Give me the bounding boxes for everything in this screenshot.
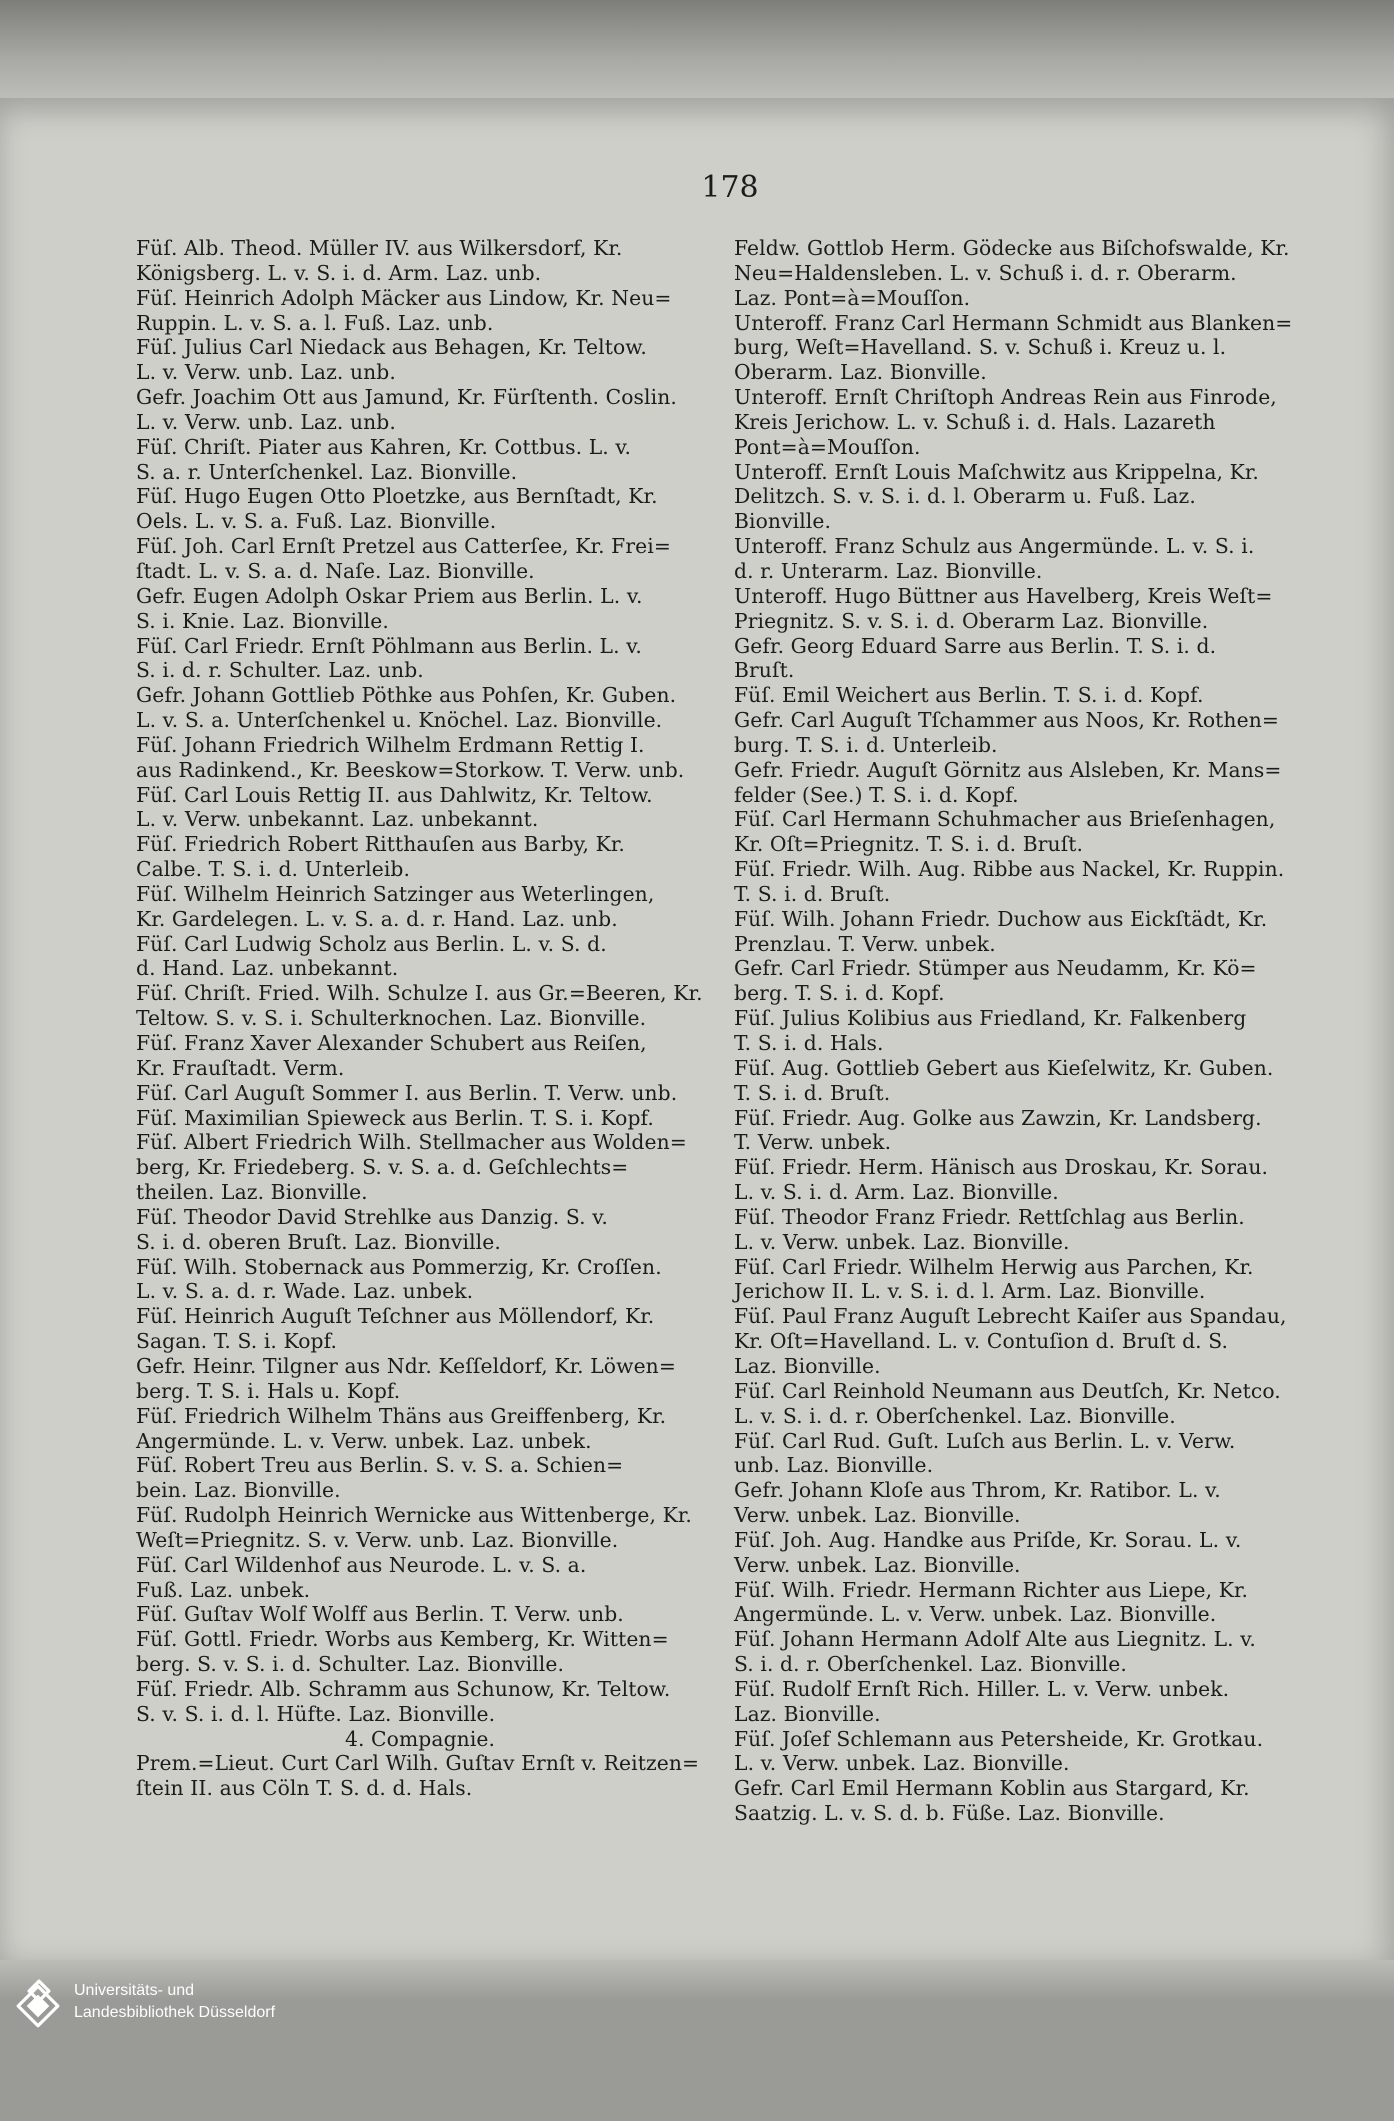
text-line: L. v. S. i. d. Arm. Laz. Bionville. [734,1180,1059,1205]
text-line: Delitzch. S. v. S. i. d. l. Oberarm u. Fuß. Laz. [734,484,1196,509]
text-line: Kreis Jerichow. L. v. Schuß i. d. Hals. Lazareth [734,409,1216,434]
text-line: Füſ. Joh. Carl Ernſt Pretzel aus Catterſee, Kr. Frei= [136,534,671,559]
text-line: Füſ. Wilh. Johann Friedr. Duchow aus Eickſtädt, Kr. [734,906,1268,931]
text-line: T. S. i. d. Bruſt. [734,881,891,906]
text-line: Füſ. Joh. Aug. Handke aus Priſde, Kr. Sorau. L. v. [734,1527,1242,1552]
text-line: Gefr. Friedr. Auguſt Görnitz aus Alsleben, Kr. Mans= [734,757,1282,782]
text-line: Bionville. [734,509,832,534]
text-line: burg. T. S. i. d. Unterleib. [734,732,998,757]
text-line: Füſ. Heinrich Auguſt Teſchner aus Möllendorf, Kr. [136,1304,655,1329]
text-line: L. v. Verw. unbekannt. Laz. unbekannt. [136,807,539,832]
text-line: Füſ. Alb. Theod. Müller IV. aus Wilkersdorf, Kr. [136,236,623,260]
text-line: Füſ. Hugo Eugen Otto Ploetzke, aus Bernſtadt, Kr. [136,484,658,509]
text-line: Gefr. Carl Friedr. Stümper aus Neudamm, Kr. Kö= [734,956,1257,981]
text-line: Füſ. Carl Rud. Guſt. Luſch aus Berlin. L. v. Verw. [734,1428,1236,1453]
watermark-line-2: Landesbibliothek Düsseldorf [74,2004,276,2021]
text-line: Füſ. Carl Auguſt Sommer I. aus Berlin. T. Verw. unb. [136,1080,678,1105]
text-line: Laz. Pont=à=Mouſſon. [734,285,971,310]
text-line: Fuß. Laz. unbek. [136,1577,311,1602]
text-line: Ruppin. L. v. S. a. l. Fuß. Laz. unb. [136,310,494,335]
text-line: berg. T. S. i. d. Kopf. [734,981,945,1006]
text-line: Saatzig. L. v. S. d. b. Füße. Laz. Bionville. [734,1801,1165,1826]
text-line: unb. Laz. Bionville. [734,1453,934,1478]
text-line: Füſ. Wilhelm Heinrich Satzinger aus Weterlingen, [136,881,655,906]
text-line: berg, Kr. Friedeberg. S. v. S. a. d. Geſchlechts= [136,1155,629,1180]
text-line: Füſ. Franz Xaver Alexander Schubert aus Reiſen, [136,1031,647,1055]
text-line: d. r. Unterarm. Laz. Bionville. [734,558,1043,583]
text-line: Füſ. Chriſt. Piater aus Kahren, Kr. Cottbus. L. v. [136,434,632,459]
text-line: S. a. r. Unterſchenkel. Laz. Bionville. [136,459,518,484]
text-line: Füſ. Friedrich Wilhelm Thäns aus Greiffenberg, Kr. [136,1403,667,1428]
text-line: Füſ. Johann Hermann Adolf Alte aus Liegnitz. L. v. [734,1627,1256,1652]
right-column [734,236,1308,1826]
text-line: Prenzlau. T. Verw. unbek. [734,931,996,956]
text-line: Unteroff. Ernſt Chriſtoph Andreas Rein aus Finrode, [734,385,1277,410]
text-line: Füſ. Rudolf Ernſt Rich. Hiller. L. v. Verw. unbek. [734,1676,1230,1701]
text-line: Füſ. Wilh. Friedr. Hermann Richter aus Liepe, Kr. [734,1577,1249,1602]
text-line: T. Verw. unbek. [734,1130,892,1155]
text-line: Füſ. Friedr. Wilh. Aug. Ribbe aus Nackel, Kr. Ruppin. [734,857,1285,882]
text-line: L. v. Verw. unb. Laz. unb. [136,360,396,385]
text-line: bein. Laz. Bionville. [136,1478,341,1503]
text-line: Oels. L. v. S. a. Fuß. Laz. Bionville. [136,509,497,534]
text-line: berg. S. v. S. i. d. Schulter. Laz. Bionville. [136,1652,565,1677]
text-line: Oberarm. Laz. Bionville. [734,360,987,385]
library-watermark [8,1974,328,2044]
text-line: Füſ. Friedr. Aug. Golke aus Zawzin, Kr. Landsberg. [734,1105,1262,1130]
text-line: Gefr. Heinr. Tilgner aus Ndr. Keſſeldorf, Kr. Löwen= [136,1353,676,1378]
text-line: Füſ. Guſtav Wolf Wolff aus Berlin. T. Verw. unb. [136,1602,624,1627]
text-line: Jerichow II. L. v. S. i. d. l. Arm. Laz. Bionville. [734,1279,1206,1304]
text-line: Priegnitz. S. v. S. i. d. Oberarm Laz. Bionville. [734,608,1209,633]
text-line: Laz. Bionville. [734,1353,881,1378]
ulb-logo-icon [10,1978,66,2034]
watermark-text [74,1980,275,2024]
text-line: L. v. S. a. Unterſchenkel u. Knöchel. Laz. Bionville. [136,708,663,733]
text-line: Verw. unbek. Laz. Bionville. [734,1552,1021,1577]
text-line: Füſ. Aug. Gottlieb Gebert aus Kieſelwitz, Kr. Guben. [734,1055,1274,1080]
text-line: T. S. i. d. Bruſt. [734,1080,891,1105]
text-line: Füſ. Friedr. Alb. Schramm aus Schunow, Kr. Teltow. [136,1676,671,1701]
text-line: Angermünde. L. v. Verw. unbek. Laz. unbek. [136,1428,592,1453]
left-column [136,236,704,1801]
text-line: Füſ. Rudolph Heinrich Wernicke aus Wittenberge, Kr. [136,1503,692,1528]
text-line: Sagan. T. S. i. Kopf. [136,1329,338,1354]
text-line: Füſ. Wilh. Stobernack aus Pommerzig, Kr. Croſſen. [136,1254,662,1279]
text-line: Angermünde. L. v. Verw. unbek. Laz. Bionville. [734,1602,1217,1627]
text-line: Füſ. Emil Weichert aus Berlin. T. S. i. d. Kopf. [734,683,1204,708]
text-line: berg. T. S. i. Hals u. Kopf. [136,1378,401,1403]
text-line: Königsberg. L. v. S. i. d. Arm. Laz. unb. [136,260,542,285]
text-line: Unteroff. Franz Schulz aus Angermünde. L. v. S. i. [734,534,1255,559]
page-number: 178 [701,170,759,205]
text-line: Laz. Bionville. [734,1701,881,1726]
text-line: Unteroff. Ernſt Louis Maſchwitz aus Krippelna, Kr. [734,459,1259,484]
watermark-line-1: Universitäts- und [74,1982,195,1999]
text-line: Füſ. Carl Ludwig Scholz aus Berlin. L. v. S. d. [136,931,607,956]
section-heading: 4. Compagnie. [344,1726,496,1751]
text-line: Füſ. Maximilian Spieweck aus Berlin. T. S. i. Kopf. [136,1105,654,1130]
text-line: Füſ. Theodor Franz Friedr. Rettſchlag aus Berlin. [734,1204,1245,1229]
text-line: Feldw. Gottlob Herm. Gödecke aus Biſchofswalde, Kr. [734,236,1290,260]
text-line: L. v. Verw. unb. Laz. unb. [136,409,396,434]
text-line: Verw. unbek. Laz. Bionville. [734,1503,1021,1528]
text-line: Kr. Gardelegen. L. v. S. a. d. r. Hand. Laz. unb. [136,906,618,931]
text-line: Unteroff. Hugo Büttner aus Havelberg, Kreis Weſt= [734,583,1273,608]
text-line: Neu=Haldensleben. L. v. Schuß i. d. r. Oberarm. [734,260,1237,285]
text-line: S. i. d. oberen Bruſt. Laz. Bionville. [136,1229,501,1254]
text-line: Gefr. Carl Emil Hermann Koblin aus Stargard, Kr. [734,1776,1250,1801]
text-line: Gefr. Joachim Ott aus Jamund, Kr. Fürſtenth. Coslin. [136,385,677,410]
text-line: Füſ. Carl Hermann Schuhmacher aus Brieſenhagen, [734,807,1276,832]
text-line: Calbe. T. S. i. d. Unterleib. [136,857,411,882]
text-line: Gefr. Eugen Adolph Oskar Priem aus Berlin. L. v. [136,583,643,608]
text-line: Füſ. Friedrich Robert Ritthauſen aus Barby, Kr. [136,832,625,857]
text-line: Füſ. Johann Friedrich Wilhelm Erdmann Rettig I. [136,732,645,757]
text-line: d. Hand. Laz. unbekannt. [136,956,399,981]
text-line: Füſ. Carl Wildenhof aus Neurode. L. v. S. a. [136,1552,587,1577]
text-line: Pont=à=Mouſſon. [734,434,921,459]
text-line: Füſ. Carl Friedr. Wilhelm Herwig aus Parchen, Kr. [734,1254,1254,1279]
text-line: ſtadt. L. v. S. a. d. Naſe. Laz. Bionville. [136,558,535,583]
text-line: Füſ. Theodor David Strehlke aus Danzig. S. v. [136,1204,608,1229]
text-line: Füſ. Albert Friedrich Wilh. Stellmacher aus Wolden= [136,1130,687,1155]
text-line: felder (See.) T. S. i. d. Kopf. [734,782,1019,807]
text-line: Füſ. Gottl. Friedr. Worbs aus Kemberg, Kr. Witten= [136,1627,669,1652]
text-line: Teltow. S. v. S. i. Schulterknochen. Laz. Bionville. [136,1006,647,1031]
text-line: Weſt=Priegnitz. S. v. Verw. unb. Laz. Bionville. [136,1527,619,1552]
text-line: T. S. i. d. Hals. [734,1031,884,1055]
text-line: S. i. d. r. Oberſchenkel. Laz. Bionville. [734,1652,1127,1677]
text-line: L. v. S. i. d. r. Oberſchenkel. Laz. Bionville. [734,1403,1176,1428]
text-line: Kr. Oſt=Havelland. L. v. Contuſion d. Bruſt d. S. [734,1329,1229,1354]
text-line: Füſ. Joſef Schlemann aus Petersheide, Kr. Grotkau. [734,1726,1264,1751]
text-line: Gefr. Johann Kloſe aus Throm, Kr. Ratibor. L. v. [734,1478,1221,1503]
text-line: Unteroff. Franz Carl Hermann Schmidt aus Blanken= [734,310,1293,335]
text-line: L. v. S. a. d. r. Wade. Laz. unbek. [136,1279,474,1304]
text-line: Füſ. Robert Treu aus Berlin. S. v. S. a. Schien= [136,1453,624,1478]
text-line: Kr. Oſt=Priegnitz. T. S. i. d. Bruſt. [734,832,1084,857]
text-line: L. v. Verw. unbek. Laz. Bionville. [734,1751,1070,1776]
text-line: Gefr. Johann Gottlieb Pöthke aus Pohſen, Kr. Guben. [136,683,677,708]
text-line: Bruſt. [734,658,795,683]
text-line: Gefr. Georg Eduard Sarre aus Berlin. T. S. i. d. [734,633,1217,658]
text-line: Füſ. Chriſt. Fried. Wilh. Schulze I. aus Gr.=Beeren, Kr. [136,981,703,1006]
text-line: burg, Weſt=Havelland. S. v. Schuß i. Kreuz u. l. [734,335,1227,360]
text-line: Füſ. Julius Carl Niedack aus Behagen, Kr. Teltow. [136,335,647,360]
text-line: ſtein II. aus Cöln T. S. d. d. Hals. [136,1776,473,1801]
text-line: Füſ. Julius Kolibius aus Friedland, Kr. Falkenberg [734,1006,1247,1031]
text-line: aus Radinkend., Kr. Beeskow=Storkow. T. Verw. unb. [136,757,685,782]
text-line: Füſ. Heinrich Adolph Mäcker aus Lindow, Kr. Neu= [136,285,672,310]
text-line: L. v. Verw. unbek. Laz. Bionville. [734,1229,1070,1254]
text-line: Füſ. Carl Louis Rettig II. aus Dahlwitz, Kr. Teltow. [136,782,653,807]
text-line: S. i. Knie. Laz. Bionville. [136,608,389,633]
text-line: Kr. Frauſtadt. Verm. [136,1055,345,1080]
text-line: theilen. Laz. Bionville. [136,1180,368,1205]
text-line: Füſ. Friedr. Herm. Hänisch aus Droskau, Kr. Sorau. [734,1155,1269,1180]
text-line: S. v. S. i. d. l. Hüfte. Laz. Bionville. [136,1701,496,1726]
text-line: S. i. d. r. Schulter. Laz. unb. [136,658,424,683]
text-line: Prem.=Lieut. Curt Carl Wilh. Guſtav Ernſt v. Reitzen= [136,1751,700,1776]
text-line: Füſ. Paul Franz Auguſt Lebrecht Kaiſer aus Spandau, [734,1304,1287,1329]
text-line: Füſ. Carl Friedr. Ernſt Pöhlmann aus Berlin. L. v. [136,633,642,658]
text-line: Füſ. Carl Reinhold Neumann aus Deutſch, Kr. Netco. [734,1378,1281,1403]
text-line: Gefr. Carl Auguſt Tſchammer aus Noos, Kr. Rothen= [734,708,1279,733]
